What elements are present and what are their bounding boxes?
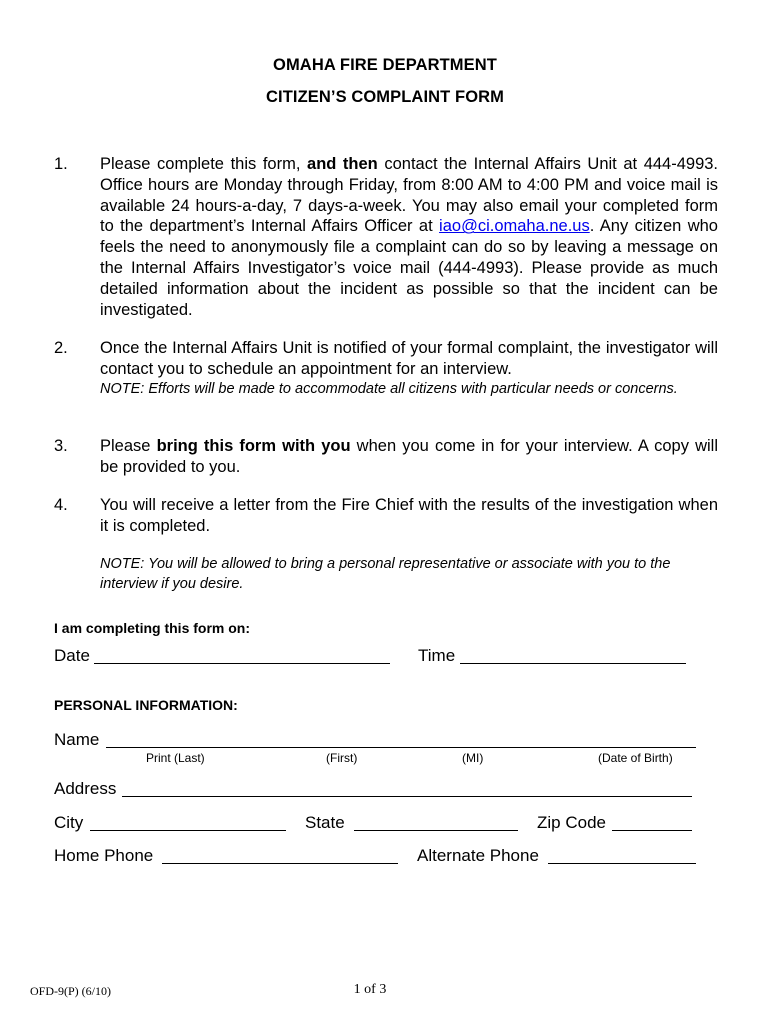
page-number: 1 of 3 bbox=[353, 982, 387, 997]
sub-label-first: (First) bbox=[326, 751, 358, 765]
text-run: when you come in for your interview. A copy will be provided to you. bbox=[100, 437, 718, 476]
state-field[interactable] bbox=[354, 830, 518, 831]
item-number: 4. bbox=[54, 496, 68, 514]
state-label: State bbox=[305, 813, 345, 832]
item-number: 3. bbox=[54, 437, 68, 455]
completing-heading: I am completing this form on: bbox=[54, 620, 251, 636]
city-field[interactable] bbox=[90, 830, 286, 831]
accommodation-note: NOTE: Efforts will be made to accommodate all citizens with particular needs or concerns. bbox=[100, 380, 678, 397]
item-number: 2. bbox=[54, 339, 68, 357]
date-label: Date bbox=[54, 646, 90, 665]
text-run: Please bbox=[100, 437, 157, 455]
zip-field[interactable] bbox=[612, 830, 692, 831]
time-field[interactable] bbox=[460, 663, 686, 664]
home-phone-field[interactable] bbox=[162, 863, 398, 864]
name-label: Name bbox=[54, 730, 100, 749]
instruction-text bbox=[100, 154, 718, 320]
text-run: . Any citizen who feels the need to anonymously file a complaint can do so by leaving a message on the Internal Affairs Investigator’s voice mail (444-4993). Please provide as much detailed information about the incident as possible so that the incident can be investigated. bbox=[100, 217, 718, 319]
date-field[interactable] bbox=[94, 663, 390, 664]
text-run: Please complete this form, bbox=[100, 155, 308, 173]
home-phone-label: Home Phone bbox=[54, 846, 154, 865]
sub-label-dob: (Date of Birth) bbox=[598, 751, 673, 765]
sub-label-mi: (MI) bbox=[462, 751, 484, 765]
sub-label-last: Print (Last) bbox=[146, 751, 205, 765]
instruction-text bbox=[100, 436, 718, 478]
email-link[interactable]: iao@ci.omaha.ne.us bbox=[439, 217, 590, 236]
address-field[interactable] bbox=[122, 796, 692, 797]
instruction-text bbox=[100, 338, 718, 399]
name-field[interactable] bbox=[106, 747, 696, 748]
personal-info-heading: PERSONAL INFORMATION: bbox=[54, 697, 238, 713]
zip-label: Zip Code bbox=[537, 813, 606, 832]
alternate-phone-label: Alternate Phone bbox=[417, 846, 539, 865]
representative-note: NOTE: You will be allowed to bring a personal representative or associate with you to the interview if you desire. bbox=[100, 556, 671, 592]
address-label: Address bbox=[54, 779, 117, 798]
instruction-text: You will receive a letter from the Fire Chief with the results of the investigation when it is completed. bbox=[100, 496, 718, 535]
bold-text: bring this form with you bbox=[156, 437, 351, 455]
bold-text: and then bbox=[307, 155, 378, 173]
time-label: Time bbox=[418, 646, 456, 665]
department-title: OMAHA FIRE DEPARTMENT bbox=[273, 56, 497, 74]
alternate-phone-field[interactable] bbox=[548, 863, 696, 864]
city-label: City bbox=[54, 813, 84, 832]
text-run: Once the Internal Affairs Unit is notified of your formal complaint, the investigator will contact you to schedule an appointment for an interview. bbox=[100, 339, 718, 378]
form-code: OFD-9(P) (6/10) bbox=[30, 984, 111, 998]
form-title: CITIZEN’S COMPLAINT FORM bbox=[266, 88, 504, 106]
item-number: 1. bbox=[54, 155, 68, 173]
text-run: contact the Internal Affairs Unit at 444-4993. Office hours are Monday through Friday, from 8:00 AM to 4:00 PM and voice mail is available 24 hours-a-day, 7 days-a-week. You may also email your completed form to the department’s Internal Affairs Officer at bbox=[100, 155, 719, 236]
